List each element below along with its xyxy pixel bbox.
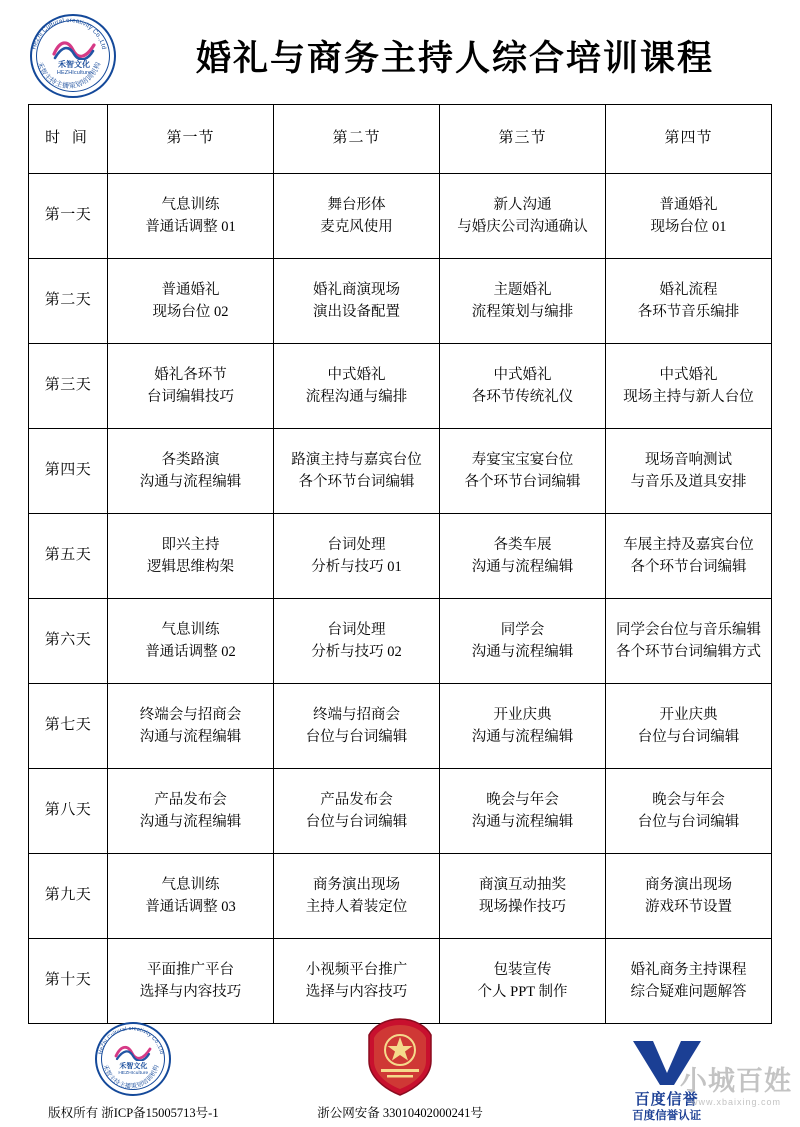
seal-company-name: 禾智文化 [119, 1063, 148, 1070]
cell-line: 商务演出现场 [645, 876, 732, 893]
cell-line: 气息训练 [161, 621, 220, 638]
page-title: 婚礼与商务主持人综合培训课程 [195, 39, 714, 78]
footer-baidu-block [533, 999, 800, 1121]
cell-line: 气息训练 [161, 876, 220, 893]
gov-emblem-icon [357, 1017, 443, 1097]
seal-icon [26, 12, 122, 100]
table-cell [274, 174, 440, 259]
row-day-label: 第七天 [29, 684, 108, 769]
table-cell [108, 259, 274, 344]
table-row [29, 599, 772, 684]
row-day-label: 第九天 [29, 854, 108, 939]
cell-line: 选择与内容技巧 [305, 984, 408, 1000]
cell-line: 各个环节台词编辑 [464, 474, 581, 490]
svg-text:HeZhi Cultural creativity Co., [98, 1026, 165, 1055]
cell-line: 同学会台位与音乐编辑 [616, 621, 761, 638]
cell-line: 普通话调整 03 [145, 899, 236, 915]
cell-line: 分析与技巧 01 [311, 559, 402, 575]
table-cell [440, 259, 606, 344]
watermark-url-text: www.xbaixing.com [691, 1097, 782, 1107]
row-day-label: 第三天 [29, 344, 108, 429]
table-cell [274, 344, 440, 429]
table-cell [274, 429, 440, 514]
cell-line: 台位与台词编辑 [637, 814, 740, 830]
table-cell [606, 259, 772, 344]
cell-line: 普通话调整 02 [145, 644, 236, 660]
cell-line: 沟通与流程编辑 [471, 814, 574, 830]
table-cell [440, 854, 606, 939]
cell-line: 车展主持及嘉宾台位 [623, 536, 754, 553]
table-row [29, 854, 772, 939]
cell-line: 同学会 [500, 621, 545, 638]
table-cell [108, 174, 274, 259]
table-cell [440, 599, 606, 684]
table-cell [108, 429, 274, 514]
seal-company-name-en: HEZHIculture [56, 70, 92, 76]
schedule-table [28, 104, 772, 1024]
company-seal-logo [18, 8, 136, 104]
cell-line: 即兴主持 [161, 536, 220, 553]
icp-license-text: 版权所有 浙ICP备15005713号-1 [48, 1106, 219, 1120]
cell-line: 麦克风使用 [320, 219, 393, 235]
col-header-session-3: 第三节 [440, 105, 606, 174]
table-row [29, 769, 772, 854]
cell-line: 现场音响测试 [645, 451, 732, 468]
cell-line: 台位与台词编辑 [637, 729, 740, 745]
seal-company-name-en: HEZHIculture [118, 1071, 149, 1076]
cell-line: 台位与台词编辑 [305, 729, 408, 745]
cell-line: 平面推广平台 [147, 961, 234, 978]
col-header-time: 时 间 [29, 105, 108, 174]
cell-line: 沟通与流程编辑 [471, 729, 574, 745]
cell-line: 中式婚礼 [327, 366, 386, 383]
cell-line: 各个环节台词编辑 [298, 474, 415, 490]
row-day-label: 第八天 [29, 769, 108, 854]
cell-line: 分析与技巧 02 [311, 644, 402, 660]
cell-line: 舞台形体 [327, 196, 386, 213]
cell-line: 现场台位 02 [152, 304, 229, 320]
cell-line: 台词处理 [327, 621, 386, 638]
table-cell [440, 684, 606, 769]
cell-line: 各个环节台词编辑方式 [616, 644, 761, 660]
cell-line: 小视频平台推广 [305, 961, 408, 978]
seal-ring-top-label: HeZhi Cultural creativity Co.,Ltd [97, 1025, 165, 1055]
col-header-session-1: 第一节 [108, 105, 274, 174]
table-cell [108, 514, 274, 599]
cell-line: 现场操作技巧 [479, 899, 566, 915]
row-day-label: 第二天 [29, 259, 108, 344]
police-license-text: 浙公网安备 33010402000241号 [317, 1106, 483, 1120]
cell-line: 个人 PPT 制作 [477, 984, 568, 1000]
cell-line: 晚会与年会 [486, 791, 559, 808]
cell-line: 普通婚礼 [659, 196, 718, 213]
seal-company-name: 禾智文化 [58, 60, 90, 69]
cell-line: 各类车展 [493, 536, 552, 553]
table-cell [606, 684, 772, 769]
cell-line: 开业庆典 [493, 706, 552, 723]
cell-line: 各环节传统礼仪 [471, 389, 574, 405]
table-cell [606, 174, 772, 259]
footer-police-block [267, 999, 534, 1121]
cell-line: 沟通与流程编辑 [139, 729, 242, 745]
cell-line: 普通婚礼 [161, 281, 220, 298]
col-header-session-4: 第四节 [606, 105, 772, 174]
row-day-label: 第五天 [29, 514, 108, 599]
row-day-label: 第十天 [29, 939, 108, 1024]
cell-line: 晚会与年会 [652, 791, 725, 808]
cell-line: 各类路演 [161, 451, 220, 468]
table-cell [606, 599, 772, 684]
cell-line: 沟通与流程编辑 [139, 814, 242, 830]
cell-line: 中式婚礼 [659, 366, 718, 383]
table-cell [440, 344, 606, 429]
cell-line: 现场台位 01 [650, 219, 727, 235]
seal-ring-text-top [93, 1021, 169, 1095]
table-cell [274, 854, 440, 939]
table-cell [274, 514, 440, 599]
company-seal-icon [93, 1021, 173, 1097]
table-cell [108, 854, 274, 939]
cell-line: 寿宴宝宝宴台位 [471, 451, 574, 468]
cell-line: 与婚庆公司沟通确认 [457, 219, 588, 235]
cell-line: 台位与台词编辑 [305, 814, 408, 830]
footer-icp-block [0, 999, 267, 1121]
cell-line: 沟通与流程编辑 [471, 559, 574, 575]
schedule-table-wrap [0, 104, 800, 1024]
table-cell [440, 769, 606, 854]
cell-line: 终端与招商会 [313, 706, 400, 723]
cell-line: 婚礼各环节 [154, 366, 227, 383]
cell-line: 流程沟通与编排 [305, 389, 408, 405]
cell-line: 商务演出现场 [313, 876, 400, 893]
seal-ring-text-top [26, 12, 112, 96]
cell-line: 中式婚礼 [493, 366, 552, 383]
table-cell [274, 259, 440, 344]
cell-line: 婚礼商务主持课程 [630, 961, 747, 978]
table-cell [274, 684, 440, 769]
cell-line: 演出设备配置 [313, 304, 400, 320]
table-row [29, 684, 772, 769]
cell-line: 游戏环节设置 [645, 899, 732, 915]
col-header-session-2: 第二节 [274, 105, 440, 174]
table-cell [108, 769, 274, 854]
cell-line: 主持人着装定位 [305, 899, 408, 915]
watermark-main-text: 小城百姓 [680, 1066, 793, 1096]
cell-line: 流程策划与编排 [471, 304, 574, 320]
cell-line: 与音乐及道具安排 [630, 474, 747, 490]
cell-line: 开业庆典 [659, 706, 718, 723]
table-cell [108, 599, 274, 684]
cell-line: 气息训练 [161, 196, 220, 213]
table-cell [440, 174, 606, 259]
table-cell [108, 344, 274, 429]
cell-line: 包装宣传 [493, 961, 552, 978]
table-row [29, 174, 772, 259]
cell-line: 沟通与流程编辑 [471, 644, 574, 660]
cell-line: 婚礼商演现场 [313, 281, 400, 298]
table-cell [606, 514, 772, 599]
seal-ring-top-label: HeZhi Cultural creativity Co.,Ltd [30, 16, 108, 51]
cell-line: 沟通与流程编辑 [139, 474, 242, 490]
cell-line: 台词处理 [327, 536, 386, 553]
table-cell [440, 514, 606, 599]
cell-line: 产品发布会 [154, 791, 227, 808]
row-day-label: 第六天 [29, 599, 108, 684]
cell-line: 各环节音乐编排 [637, 304, 740, 320]
site-watermark [680, 1068, 792, 1107]
cell-line: 商演互动抽奖 [479, 876, 566, 893]
table-cell [274, 769, 440, 854]
table-cell [606, 429, 772, 514]
cell-line: 主题婚礼 [493, 281, 552, 298]
table-row [29, 514, 772, 599]
cell-line: 产品发布会 [320, 791, 393, 808]
table-header-row [29, 105, 772, 174]
cell-line: 新人沟通 [493, 196, 552, 213]
table-cell [606, 854, 772, 939]
baidu-subtitle: 百度信誉认证 [632, 1110, 702, 1122]
table-cell [108, 684, 274, 769]
cell-line: 现场主持与新人台位 [623, 389, 754, 405]
document-footer [0, 999, 800, 1121]
cell-line: 选择与内容技巧 [139, 984, 242, 1000]
row-day-label: 第四天 [29, 429, 108, 514]
baidu-title: 百度信誉 [634, 1092, 699, 1108]
seal-ring-bottom-label: 禾智主持主播策划培训机构 [35, 61, 103, 91]
cell-line: 各个环节台词编辑 [630, 559, 747, 575]
cell-line: 路演主持与嘉宾台位 [291, 451, 422, 468]
cell-line: 逻辑思维构架 [147, 559, 234, 575]
table-row [29, 259, 772, 344]
document-header [0, 0, 800, 104]
svg-text:HeZhi Cultural creativity Co., [31, 17, 108, 51]
row-day-label: 第一天 [29, 174, 108, 259]
seal-ring-bottom-label: 禾智主持主播策划培训机构 [101, 1064, 161, 1091]
table-cell [606, 769, 772, 854]
cell-line: 婚礼流程 [659, 281, 718, 298]
table-cell [606, 344, 772, 429]
table-cell [274, 599, 440, 684]
table-row [29, 344, 772, 429]
cell-line: 综合疑难问题解答 [630, 984, 747, 1000]
table-cell [440, 429, 606, 514]
table-row [29, 429, 772, 514]
cell-line: 普通话调整 01 [145, 219, 236, 235]
cell-line: 台词编辑技巧 [147, 389, 234, 405]
cell-line: 终端会与招商会 [139, 706, 242, 723]
